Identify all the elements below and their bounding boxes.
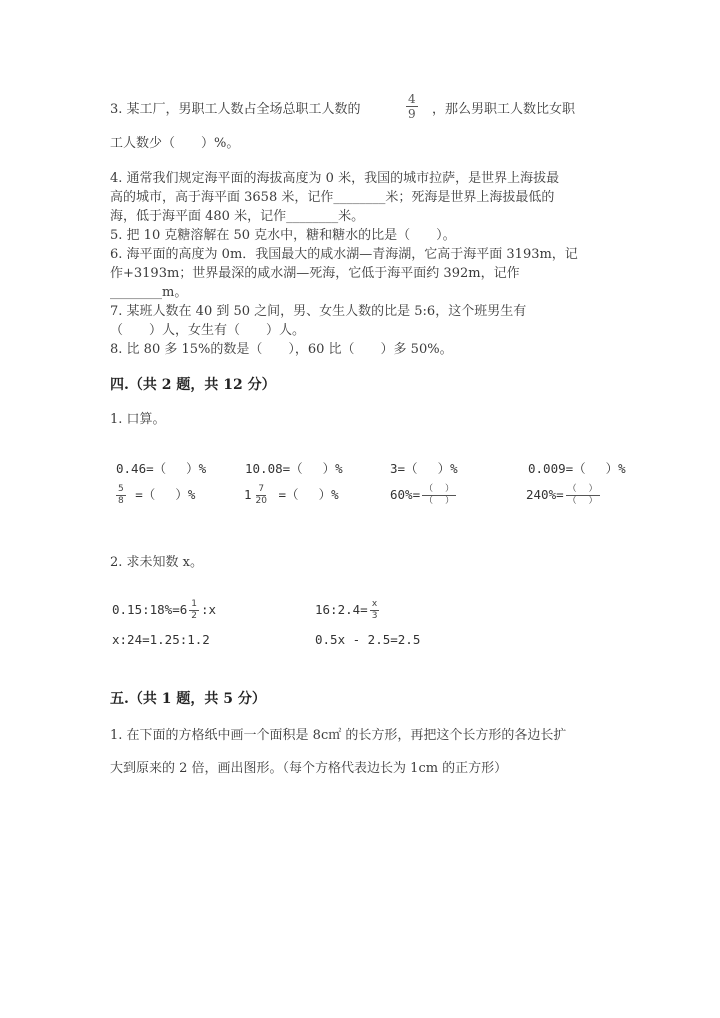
- frac-numerator: （ ）: [567, 484, 598, 494]
- section5-q1-line2: 大到原来的 2 倍，画出图形。（每个方格代表边长为 1cm 的正方形）: [110, 761, 508, 776]
- frac-numerator: （ ）: [424, 484, 454, 494]
- frac-denominator: 2: [191, 611, 197, 621]
- q3-line1: [110, 100, 361, 119]
- equation-2: [315, 600, 381, 621]
- q3-text-before: 3. 某工厂，男职工人数占全场总职工人数的: [110, 102, 361, 117]
- frac-denominator: 8: [118, 496, 124, 506]
- frac-denominator: 3: [371, 611, 378, 621]
- frac-denominator: 20: [255, 496, 267, 506]
- section5-title: 五.（共 1 题，共 5 分）: [110, 691, 266, 707]
- frac-denominator: （ ）: [567, 496, 598, 506]
- equation-4: 0.5x - 2.5=2.5: [315, 632, 421, 647]
- mental-calc-1: 0.46=（ ）%: [116, 461, 207, 476]
- q3-line2: 工人数少（ ）%。: [110, 136, 240, 151]
- q4-line1: 4. 通常我们规定海平面的海拔高度为 0 米，我国的城市拉萨，是世界上海拔最: [110, 171, 560, 186]
- q8-line1: 8. 比 80 多 15%的数是（ ），60 比（ ）多 50%。: [110, 342, 453, 357]
- mental-calc-6-rest: =（ ）%: [278, 487, 339, 502]
- q3-frac-numerator: 4: [408, 92, 416, 106]
- q4-line3: 海，低于海平面 480 米，记作________米。: [110, 209, 365, 224]
- q6-line1: 6. 海平面的高度为 0m．我国最大的咸水湖—青海湖，它高于海平面 3193m，记: [110, 247, 578, 262]
- equation-1-right: :x: [201, 602, 217, 617]
- mental-calc-3: 3=（ ）%: [390, 461, 458, 476]
- q6-line2: 作+3193m；世界最深的咸水湖—死海，它低于海平面约 392m，记作: [110, 266, 520, 281]
- mental-calc-7: [390, 485, 458, 506]
- mixed-whole: 1: [244, 487, 252, 502]
- section4-part1-title: 1. 口算。: [110, 412, 166, 427]
- mental-calc-4: 0.009=（ ）%: [528, 461, 626, 476]
- q6-line3: ________m。: [110, 285, 188, 300]
- q5-line1: 5. 把 10 克糖溶解在 50 克水中，糖和糖水的比是（ ）。: [110, 228, 456, 243]
- frac-numerator: 1: [191, 599, 197, 609]
- section4-title: 四.（共 2 题，共 12 分）: [110, 377, 276, 393]
- frac-denominator: （ ）: [424, 496, 454, 506]
- mental-calc-5: [114, 485, 195, 506]
- q7-line1: 7. 某班人数在 40 到 50 之间，男、女生人数的比是 5:6，这个班男生有: [110, 304, 527, 319]
- frac-numerator: 7: [258, 484, 265, 494]
- equation-2-left: 16:2.4=: [315, 602, 368, 617]
- q4-line2: 高的城市，高于海平面 3658 米，记作________米；死海是世界上海拔最低的: [110, 190, 555, 205]
- q3-line1-after: ，那么男职工人数比女职: [432, 102, 576, 117]
- frac-numerator: x: [371, 599, 378, 609]
- mental-calc-8: [526, 485, 602, 506]
- equation-1: [112, 600, 216, 621]
- mental-calc-2: 10.08=（ ）%: [245, 461, 343, 476]
- mental-calc-6: [244, 485, 339, 506]
- equation-3: x:24=1.25:1.2: [112, 632, 210, 647]
- mental-calc-5-rest: =（ ）%: [135, 487, 196, 502]
- mental-calc-8-left: 240%=: [526, 487, 564, 502]
- mental-calc-7-left: 60%=: [390, 487, 421, 502]
- section5-q1-line1: 1. 在下面的方格纸中画一个面积是 8c㎡ 的长方形，再把这个长方形的各边长扩: [110, 728, 567, 743]
- q3-fraction: [404, 93, 420, 120]
- equation-1-left: 0.15:18%=6: [112, 602, 188, 617]
- q7-line2: （ ）人，女生有（ ）人。: [110, 323, 306, 338]
- section4-part2-title: 2. 求未知数 x。: [110, 555, 203, 570]
- frac-numerator: 5: [118, 484, 124, 494]
- q3-frac-denominator: 9: [408, 107, 416, 121]
